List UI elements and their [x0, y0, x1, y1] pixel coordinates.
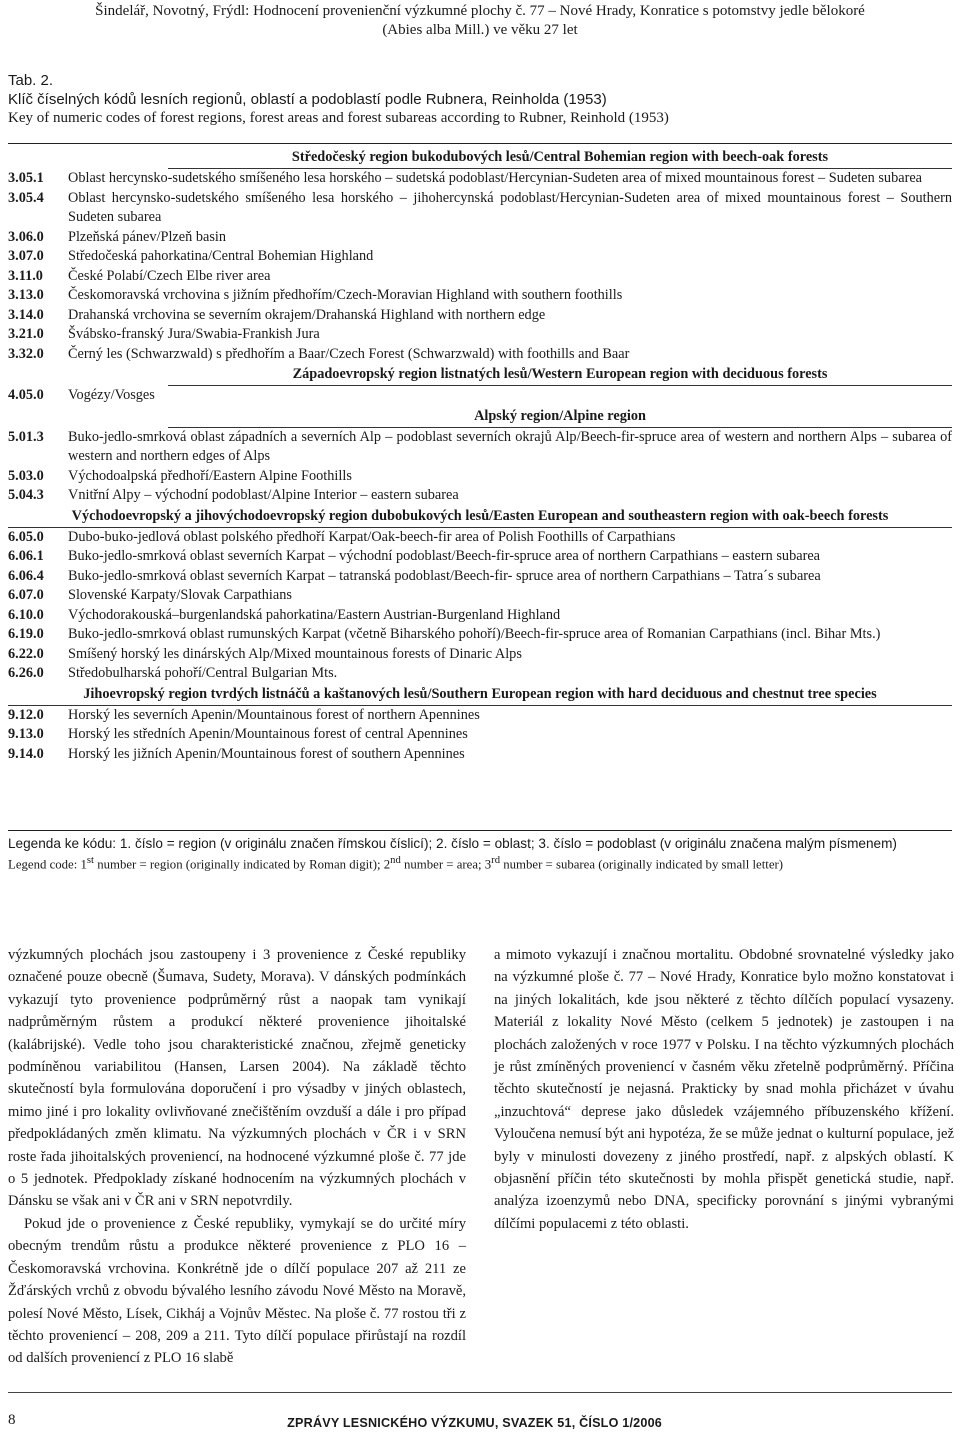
table-row	[8, 247, 952, 267]
region-header: Západoevropský region listnatých lesů/Western European region with deciduous forests	[168, 364, 952, 386]
table-row	[8, 528, 952, 548]
region-code: 3.14.0	[8, 306, 44, 323]
region-description: Švábsko-franský Jura/Swabia-Frankish Jura	[68, 326, 320, 342]
table-row	[8, 606, 952, 626]
table-row	[8, 345, 952, 365]
region-description: Buko-jedlo-smrková oblast rumunských Karpat (včetně Biharského pohoří)/Beech-fir-spruce area of Romanian Carpathians (incl. Bihar Mts.)	[68, 626, 881, 642]
region-code-table	[8, 147, 952, 764]
region-code: 9.13.0	[8, 726, 44, 742]
body-paragraph: výzkumných plochách jsou zastoupeny i 3 provenience z České republiky označené pouze obecně (Šumava, Sudety, Morava). V dánských podmínkách vykazují tyto provenience podprůměrný růst a naopak tam vynikají nadprůměrným růstem a produkcí některé provenience jihoitalské (kalábrijské). Vedle toho jsou charakteristické značnou, zřejmě geneticky podmíněnou variabilitou (Hansen, Larsen 2004). Na základě těchto skutečností byla formulována doporučení i pro výsadby v jiných oblastech, mimo jiné i pro lokality ovlivňované znečištěním ovzduší a dále i pro případ předpokládaných změn klimatu. Na výzkumných plochách v ČR i v SRN roste řada jihoitalských proveniencí, na hodnocené výzkumné ploše č. 77 jde o 5 jednotek. Předpoklady získané hodnocením na výzkumných plochách v Dánsku se však ani v ČR ani v SRN nepotvrdily.	[8, 947, 466, 1210]
region-code: 6.10.0	[8, 606, 44, 623]
region-description: Horský les středních Apenin/Mountainous forest of central Apennines	[68, 726, 468, 742]
region-code: 3.13.0	[8, 287, 44, 303]
running-head	[0, 2, 960, 40]
region-header: Jihoevropský region tvrdých listnáčů a kaštanových lesů/Southern European region with hard deciduous and chestnut tree species	[8, 684, 952, 706]
region-header: Středočeský region bukodubových lesů/Central Bohemian region with beech-oak forests	[168, 147, 952, 169]
table-row	[8, 625, 952, 645]
table-row	[8, 189, 952, 228]
table-row	[8, 706, 952, 726]
region-code: 6.06.4	[8, 567, 44, 584]
running-head-line-2: (Abies alba Mill.) ve věku 27 let	[382, 22, 578, 38]
table-row	[8, 267, 952, 287]
region-code: 6.19.0	[8, 626, 44, 642]
table-top-rule	[8, 143, 952, 144]
region-code: 6.06.1	[8, 548, 44, 564]
table-row	[8, 228, 952, 248]
table-label: Tab. 2.	[8, 72, 54, 89]
region-description: Buko-jedlo-smrková oblast severních Karpat – tatranská podoblast/Beech-fir- spruce area of northern Carpathians – Tatra´s subarea	[68, 567, 821, 584]
region-code: 3.11.0	[8, 267, 43, 284]
footer-rule	[8, 1392, 952, 1393]
table-row	[8, 486, 952, 506]
region-code: 3.07.0	[8, 248, 44, 264]
table-row	[8, 664, 952, 684]
region-code: 6.05.0	[8, 528, 44, 545]
region-description: Středočeská pahorkatina/Central Bohemian Highland	[68, 248, 374, 264]
journal-name: ZPRÁVY LESNICKÉHO VÝZKUMU, SVAZEK 51, ČÍSLO 1/2006	[287, 1416, 662, 1430]
region-code: 3.32.0	[8, 345, 44, 362]
body-column-right	[494, 944, 954, 1235]
table-row	[8, 586, 952, 606]
region-description: Oblast hercynsko-sudetského smíšeného lesa horského – sudetská podoblast/Hercynian-Sudeten area of mixed mountainous forest – Sudeten subarea	[68, 170, 923, 186]
table-row	[8, 428, 952, 467]
region-code: 6.26.0	[8, 665, 44, 681]
table-title-en: Key of numeric codes of forest regions, forest areas and forest subareas according to Rubner, Reinhold (1953)	[8, 110, 669, 126]
region-description: Vnitřní Alpy – východní podoblast/Alpine Interior – eastern subarea	[68, 487, 459, 503]
table-legend	[8, 835, 952, 873]
region-description: Buko-jedlo-smrková oblast severních Karpat – východní podoblast/Beech-fir-spruce area of northern Carpathians – eastern subarea	[68, 548, 821, 564]
region-code: 5.04.3	[8, 487, 44, 503]
table-row	[8, 567, 952, 587]
region-code: 9.14.0	[8, 745, 44, 762]
region-code: 6.07.0	[8, 587, 44, 603]
table-row	[8, 325, 952, 345]
region-code: 5.01.3	[8, 428, 44, 445]
region-description: Dubo-buko-jedlová oblast polského předhoří Karpat/Oak-beech-fir area of Polish Foothills of Carpathians	[68, 528, 676, 545]
table-row	[8, 286, 952, 306]
region-header: Východoevropský a jihovýchodoevropský region dubobukových lesů/Easten European and southeastern region with oak-beech forests	[8, 506, 952, 528]
body-column-left	[8, 944, 466, 1370]
region-code: 4.05.0	[8, 387, 44, 403]
region-description: Oblast hercynsko-sudetského smíšeného lesa horského – jihohercynská podoblast/Hercynian-Sudeten area of mixed mountainous forest – Southern Sudeten subarea	[68, 189, 952, 225]
region-description: Středobulharská pohoří/Central Bulgarian Mts.	[68, 665, 338, 681]
region-description: Vogézy/Vosges	[68, 387, 155, 403]
region-description: Východoalpská předhoří/Eastern Alpine Foothills	[68, 467, 352, 484]
table-row	[8, 386, 952, 406]
region-code: 9.12.0	[8, 706, 44, 723]
region-code: 3.05.4	[8, 189, 44, 206]
table-caption	[8, 71, 953, 128]
region-description: Východorakouská–burgenlandská pahorkatina/Eastern Austrian-Burgenland Highland	[68, 606, 561, 623]
region-description: Slovenské Karpaty/Slovak Carpathians	[68, 587, 292, 603]
region-code: 5.03.0	[8, 467, 44, 484]
region-code: 6.22.0	[8, 645, 44, 662]
table-row	[8, 306, 952, 326]
body-paragraph: a mimoto vykazují i značnou mortalitu. Obdobné srovnatelné výsledky jako na výzkumné ploše č. 77 – Nové Hrady, Konratice bylo možno konstatovat i na jiných lokalitách, kde jsou některé z těchto dílčích populací vysazeny. Materiál z lokality Nové Město (celkem 5 jednotek) je zastoupen i na plochách založených v roce 1977 v Polsku. I na těchto výzkumných plochách je růst zmíněných proveniencí v časném věku zřetelně podprůměrný. Příčina těchto skutečností je nejasná. Prakticky by snad mohla přicházet v úvahu „inzuchtová“ deprese jako důsledek vzájemného příbuzenského křížení. Vyloučena nemusí být ani hypotéza, že se může jednat o kulturní populace, jež byly v minulosti dovezeny z jiného prostředí, např. z alpských oblastí. K objasnění příčin této skutečnosti by mohla přispět genetická studie, např. analýza izoenzymů nebo DNA, specificky porovnání s jinými vybranými dílčími populacemi z této oblasti.	[494, 947, 954, 1232]
region-description: Horský les severních Apenin/Mountainous forest of northern Apennines	[68, 706, 480, 723]
region-code: 3.06.0	[8, 228, 44, 245]
legend-cz: Legenda ke kódu: 1. číslo = region (v originálu značen římskou číslicí); 2. číslo = oblast; 3. číslo = podoblast (v originálu značena malým písmenem)	[8, 836, 897, 851]
region-description: Drahanská vrchovina se severním okrajem/Drahanská Highland with northern edge	[68, 306, 546, 323]
region-header: Alpský region/Alpine region	[168, 406, 952, 428]
table-row	[8, 725, 952, 745]
page-number: 8	[8, 1412, 16, 1428]
table-bottom-rule	[8, 830, 952, 831]
running-head-line-1: Šindelář, Novotný, Frýdl: Hodnocení provenienční výzkumné plochy č. 77 – Nové Hrady, Konratice s potomstvy jedle bělokoré	[95, 3, 865, 19]
table-row	[8, 547, 952, 567]
body-paragraph: Pokud jde o provenience z České republiky, vymykají se do určité míry obecným trendům růstu a produkce některé provenience z PLO 16 – Českomoravská vrchovina. Konkrétně jde o dílčí populace 207 až 211 ze Žďárských vrchů z obvodu bývalého lesního závodu Nové Město na Moravě, polesí Nové Město, Lísek, Cikháj a Vojnův Městec. Na ploše č. 77 rostou tři z těchto proveniencí – 208, 209 a 211. Tyto dílčí populace přirůstají na rozdíl od dalších proveniencí z PLO 16 slabě	[8, 1215, 466, 1367]
region-code: 3.05.1	[8, 170, 44, 186]
region-description: České Polabí/Czech Elbe river area	[68, 267, 271, 284]
table-title-cz: Klíč číselných kódů lesních regionů, oblastí a podoblastí podle Rubnera, Reinholda (1953)	[8, 91, 607, 108]
region-description: Českomoravská vrchovina s jižním předhořím/Czech-Moravian Highland with southern foothills	[68, 287, 623, 303]
region-description: Smíšený horský les dinárských Alp/Mixed mountainous forests of Dinaric Alps	[68, 645, 522, 662]
region-description: Plzeňská pánev/Plzeň basin	[68, 228, 227, 245]
table-row	[8, 645, 952, 665]
region-description: Černý les (Schwarzwald) s předhořím a Baar/Czech Forest (Schwarzwald) with foothills and Baar	[68, 345, 630, 362]
region-description: Horský les jižních Apenin/Mountainous forest of southern Apennines	[68, 745, 465, 762]
region-code: 3.21.0	[8, 326, 44, 342]
region-description: Buko-jedlo-smrková oblast západních a severních Alp – podoblast severních okrajů Alp/Beech-fir-spruce area of western and northern Alps – subarea of western and northern edges of Alps	[68, 428, 952, 464]
legend-en: Legend code: 1st number = region (originally indicated by Roman digit); 2nd number = area; 3rd number = subarea (originally indicated by small letter)	[8, 855, 784, 872]
table-row	[8, 169, 952, 189]
table-row	[8, 467, 952, 487]
table-row	[8, 745, 952, 765]
